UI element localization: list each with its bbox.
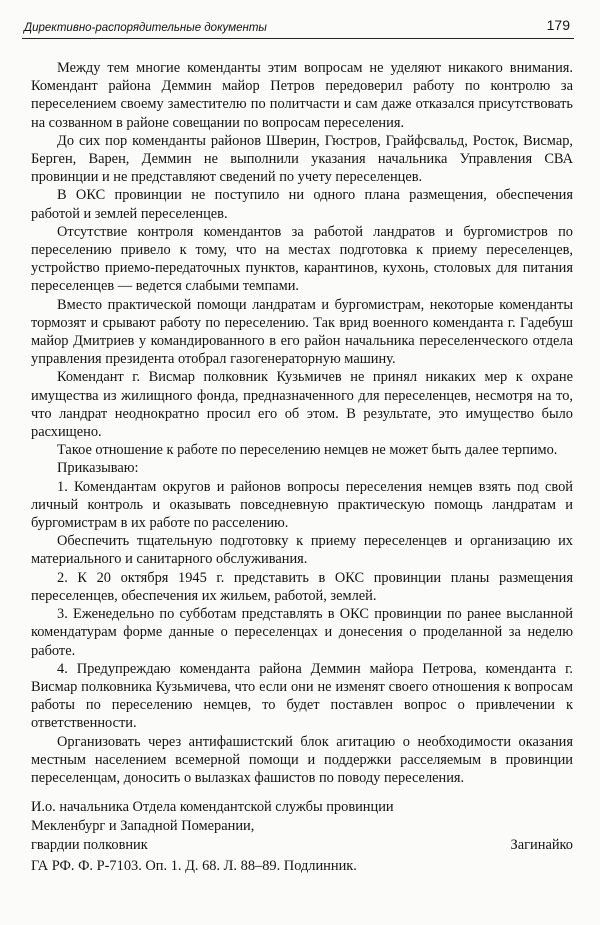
paragraph: Между тем многие коменданты этим вопросам не уделяют никакого внимания. Комендант района Деммин майор Петров передоверил работу по контролю за переселением своему заместителю по политчасти и сам даже отказался присутствовать на созванном в районе совещании по вопросам переселения. bbox=[31, 60, 573, 131]
archive-source: ГА РФ. Ф. Р-7103. Оп. 1. Д. 68. Л. 88–89. Подлинник. bbox=[31, 858, 357, 874]
signature-title-line3: гвардии полковник bbox=[31, 837, 148, 853]
order-item-1: 1. Комендантам округов и районов вопросы переселения немцев взять под свой личный контроль и оказывать повседневную практическую помощь ландратам и бургомистрам в их работе по расселению. bbox=[31, 478, 573, 532]
running-header bbox=[22, 16, 574, 39]
order-item-2: 2. К 20 октября 1945 г. представить в ОКС провинции планы размещения переселенцев, обеспечения их жильем, работой, землей. bbox=[31, 569, 573, 604]
signature-title-line2: Мекленбург и Западной Померании, bbox=[31, 818, 255, 834]
signature-block bbox=[31, 798, 573, 855]
paragraph: Вместо практической помощи ландратам и бургомистрам, некоторые коменданты тормозят и срывают работу по переселению. Так врид военного коменданта г. Гадебуш майор Дмитриев у командированного в его район начальника переселенческого отдела управления президента отобрал газогенераторную машину. bbox=[31, 296, 573, 368]
document-body bbox=[31, 59, 573, 787]
paragraph: Такое отношение к работе по переселению немцев не может быть далее терпимо. bbox=[57, 442, 558, 459]
paragraph: Отсутствие контроля комендантов за работой ландратов и бургомистров по переселению привело к тому, что на местах подготовка к приему переселенцев, устройство приемо-передаточных пунктов, карантинов, кухонь, столовых для питания переселенцев — ведется слабыми темпами. bbox=[31, 223, 573, 295]
paragraph: Организовать через антифашистский блок агитацию о необходимости оказания местным населением всемерной помощи и поддержки расселяемым в провинции переселенцам, доносить о вылазках фашистов по поводу переселения. bbox=[31, 733, 573, 786]
signatory-name: Загинайко bbox=[510, 837, 573, 853]
order-heading: Приказываю: bbox=[57, 460, 139, 477]
signature-title-line1: И.о. начальника Отдела комендантской службы провинции bbox=[31, 799, 394, 815]
order-item-4: 4. Предупреждаю коменданта района Деммин майора Петрова, коменданта г. Висмар полковника Кузьмичева, что если они не изменят своего отношения к вопросам работы по переселению немцев, то будет поставлен вопрос о привлечении к ответственности. bbox=[31, 660, 573, 732]
order-item-3: 3. Еженедельно по субботам представлять в ОКС провинции по ранее высланной комендатурам форме данные о переселенцах и донесения о проделанной за неделю работе. bbox=[31, 606, 573, 659]
paragraph: До сих пор коменданты районов Шверин, Гюстров, Грайфсвальд, Росток, Висмар, Берген, Варен, Деммин не выполнили указания начальника Управления СВА провинции и не представляют сведений по учету переселенцев. bbox=[31, 132, 573, 186]
header-title: Директивно-распорядительные документы bbox=[24, 22, 267, 34]
paragraph: Комендант г. Висмар полковник Кузьмичев не принял никаких мер к охране имущества из жилищного фонда, предназначенного для переселенцев, несмотря на то, что ландрат неоднократно просил его об этом. В результате, это имущество было расхищено. bbox=[31, 369, 573, 441]
paragraph: В ОКС провинции не поступило ни одного плана размещения, обеспечения работой и землей переселенцев. bbox=[31, 187, 573, 222]
page-number: 179 bbox=[546, 17, 570, 33]
paragraph: Обеспечить тщательную подготовку к приему переселенцев и организацию их материального и санитарного обслуживания. bbox=[31, 533, 573, 568]
